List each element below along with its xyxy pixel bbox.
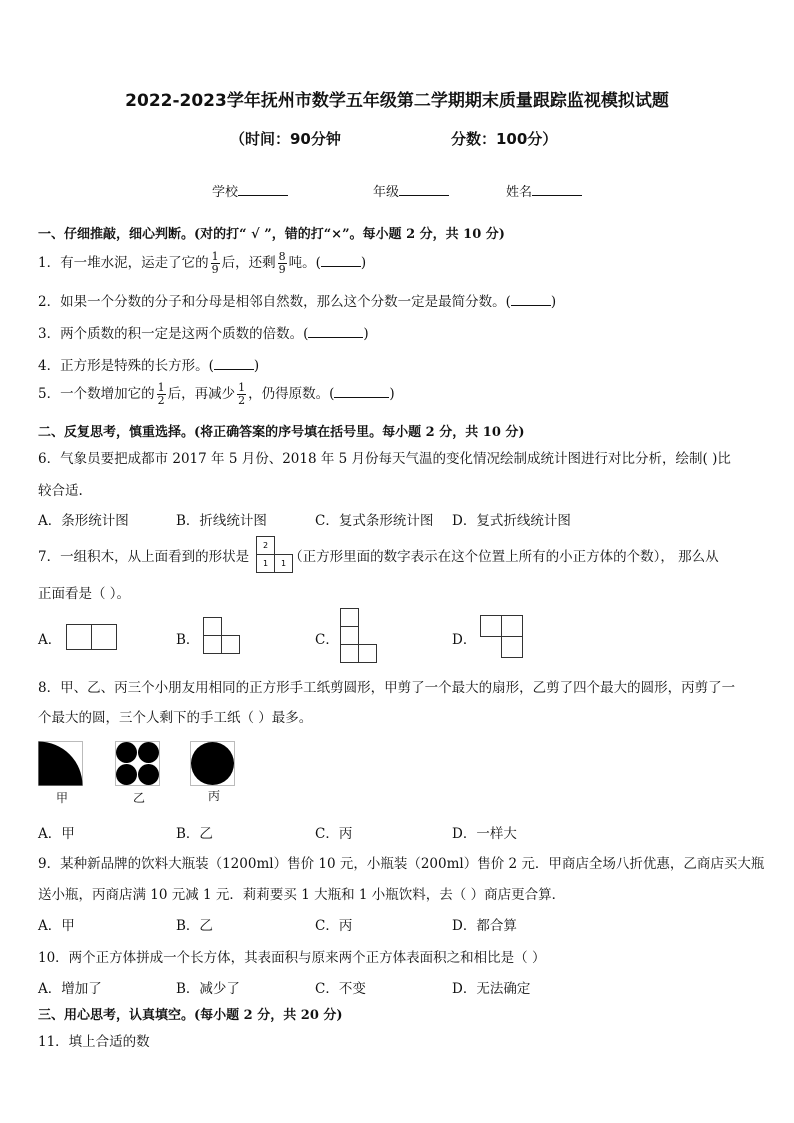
question-7-line-1: 7．一组积木，从上面看到的形状是 （正方形里面的数字表示在这个位置上所有的小正方体的个数）， 那么从 bbox=[38, 549, 719, 565]
q7-option-a-figure[interactable] bbox=[66, 624, 120, 652]
section-1-heading: 一、仔细推敲，细心判断。(对的打“ √ ”，错的打“×”。每小题 2 分，共 10 分) bbox=[38, 227, 505, 242]
section-3-heading: 三、用心思考，认真填空。(每小题 2 分，共 20 分) bbox=[38, 1008, 343, 1023]
question-4: 4．正方形是特殊的长方形。( ) bbox=[38, 358, 260, 374]
section-2-heading: 二、反复思考，慎重选择。(将正确答案的序号填在括号里。每小题 2 分，共 10 分) bbox=[38, 425, 525, 440]
question-9-line-2: 送小瓶，丙商店满 10 元减 1 元．莉莉要买 1 大瓶和 1 小瓶饮料，去（ ）商店更合算． bbox=[38, 887, 566, 903]
q6-option-a[interactable]: A．条形统计图 bbox=[38, 513, 129, 529]
q7-option-d-figure[interactable] bbox=[480, 615, 526, 659]
question-3: 3．两个质数的积一定是这两个质数的倍数。( ) bbox=[38, 326, 369, 342]
q7-option-c-figure[interactable] bbox=[340, 608, 380, 666]
question-8-line-1: 8．甲、乙、丙三个小朋友用相同的正方形手工纸剪圆形，甲剪了一个最大的扇形，乙剪了四个最大的圆形，丙剪了一 bbox=[38, 680, 736, 696]
q6-option-d[interactable]: D．复式折线统计图 bbox=[452, 513, 571, 529]
score-label: 分数：100分） bbox=[451, 130, 558, 148]
question-6-line-2: 较合适. bbox=[38, 483, 83, 499]
q9-option-a[interactable]: A．甲 bbox=[38, 918, 75, 934]
grade-field[interactable] bbox=[373, 181, 449, 200]
question-6-line-1: 6．气象员要把成都市 2017 年 5 月份、2018 年 5 月份每天气温的变化情况绘制成统计图进行对比分析，绘制( )比 bbox=[38, 451, 731, 467]
answer-blank[interactable] bbox=[321, 254, 361, 267]
question-10: 10．两个正方体拼成一个长方体，其表面积与原来两个正方体表面积之和相比是（ ） bbox=[38, 950, 546, 966]
page-title: 2022-2023学年抚州市数学五年级第二学期期末质量跟踪监视模拟试题 bbox=[125, 91, 669, 111]
top-view-grid bbox=[256, 536, 296, 574]
caption-bing: 丙 bbox=[208, 789, 221, 803]
q6-option-b[interactable]: B．折线统计图 bbox=[176, 513, 267, 529]
answer-blank[interactable] bbox=[334, 385, 389, 398]
question-9-line-1: 9．某种新品牌的饮料大瓶装（1200ml）售价 10 元，小瓶装（200ml）售价 2 元．甲商店全场八折优惠，乙商店买大瓶 bbox=[38, 856, 765, 872]
q7-option-d-label[interactable]: D． bbox=[452, 632, 477, 648]
single-circle-figure bbox=[190, 741, 236, 787]
four-circles-figure bbox=[115, 741, 161, 787]
question-1: 1．有一堆水泥，运走了它的 $\frac{1}{9}$ 后，还剩 $\frac{8}{9}$ 吨。( ) bbox=[38, 250, 367, 276]
fraction-1-2: $\frac{1}{2}$ bbox=[157, 381, 165, 407]
q8-option-b[interactable]: B．乙 bbox=[176, 826, 213, 842]
caption-yi: 乙 bbox=[133, 791, 146, 805]
q9-option-d[interactable]: D．都合算 bbox=[452, 918, 517, 934]
q8-option-d[interactable]: D．一样大 bbox=[452, 826, 517, 842]
grade-label: 年级 bbox=[373, 185, 400, 200]
q10-option-a[interactable]: A．增加了 bbox=[38, 981, 102, 997]
school-label: 学校 bbox=[212, 185, 239, 200]
q9-option-c[interactable]: C．丙 bbox=[315, 918, 353, 934]
grid-count: 1 bbox=[280, 559, 287, 568]
answer-blank[interactable] bbox=[511, 293, 551, 306]
question-8-line-2: 个最大的圆，三个人剩下的手工纸（ ）最多。 bbox=[38, 710, 313, 726]
q7-option-c-label[interactable]: C． bbox=[315, 632, 339, 648]
q8-option-c[interactable]: C．丙 bbox=[315, 826, 353, 842]
q7-option-a-label[interactable]: A． bbox=[38, 632, 62, 648]
q10-option-b[interactable]: B．减少了 bbox=[176, 981, 240, 997]
name-blank[interactable] bbox=[532, 183, 582, 196]
grid-count: 1 bbox=[262, 559, 269, 568]
grade-blank[interactable] bbox=[399, 183, 449, 196]
fraction-1-9: $\frac{1}{9}$ bbox=[211, 250, 219, 276]
q10-option-d[interactable]: D．无法确定 bbox=[452, 981, 531, 997]
name-field[interactable] bbox=[506, 181, 582, 200]
fraction-8-9: $\frac{8}{9}$ bbox=[278, 250, 286, 276]
question-11: 11．填上合适的数 bbox=[38, 1034, 150, 1050]
school-blank[interactable] bbox=[238, 183, 288, 196]
question-7-line-2: 正面看是（ ）。 bbox=[38, 586, 131, 602]
answer-blank[interactable] bbox=[214, 357, 254, 370]
fraction-1-2: $\frac{1}{2}$ bbox=[238, 381, 246, 407]
q10-option-c[interactable]: C．不变 bbox=[315, 981, 366, 997]
question-5: 5．一个数增加它的 $\frac{1}{2}$ 后，再减少 $\frac{1}{2}$ ，仍得原数。( ) bbox=[38, 381, 395, 407]
school-field[interactable] bbox=[212, 181, 288, 200]
q6-option-c[interactable]: C．复式条形统计图 bbox=[315, 513, 434, 529]
caption-jia: 甲 bbox=[56, 791, 69, 805]
name-label: 姓名 bbox=[506, 185, 533, 200]
q8-option-a[interactable]: A．甲 bbox=[38, 826, 75, 842]
grid-count: 2 bbox=[262, 541, 269, 550]
question-2: 2．如果一个分数的分子和分母是相邻自然数，那么这个分数一定是最简分数。( ) bbox=[38, 294, 557, 310]
quarter-circle-figure bbox=[38, 741, 84, 787]
q9-option-b[interactable]: B．乙 bbox=[176, 918, 213, 934]
time-label: （时间：90分钟 bbox=[230, 130, 341, 148]
q7-option-b-figure[interactable] bbox=[203, 617, 243, 657]
answer-blank[interactable] bbox=[308, 325, 363, 338]
q7-option-b-label[interactable]: B． bbox=[176, 632, 200, 648]
